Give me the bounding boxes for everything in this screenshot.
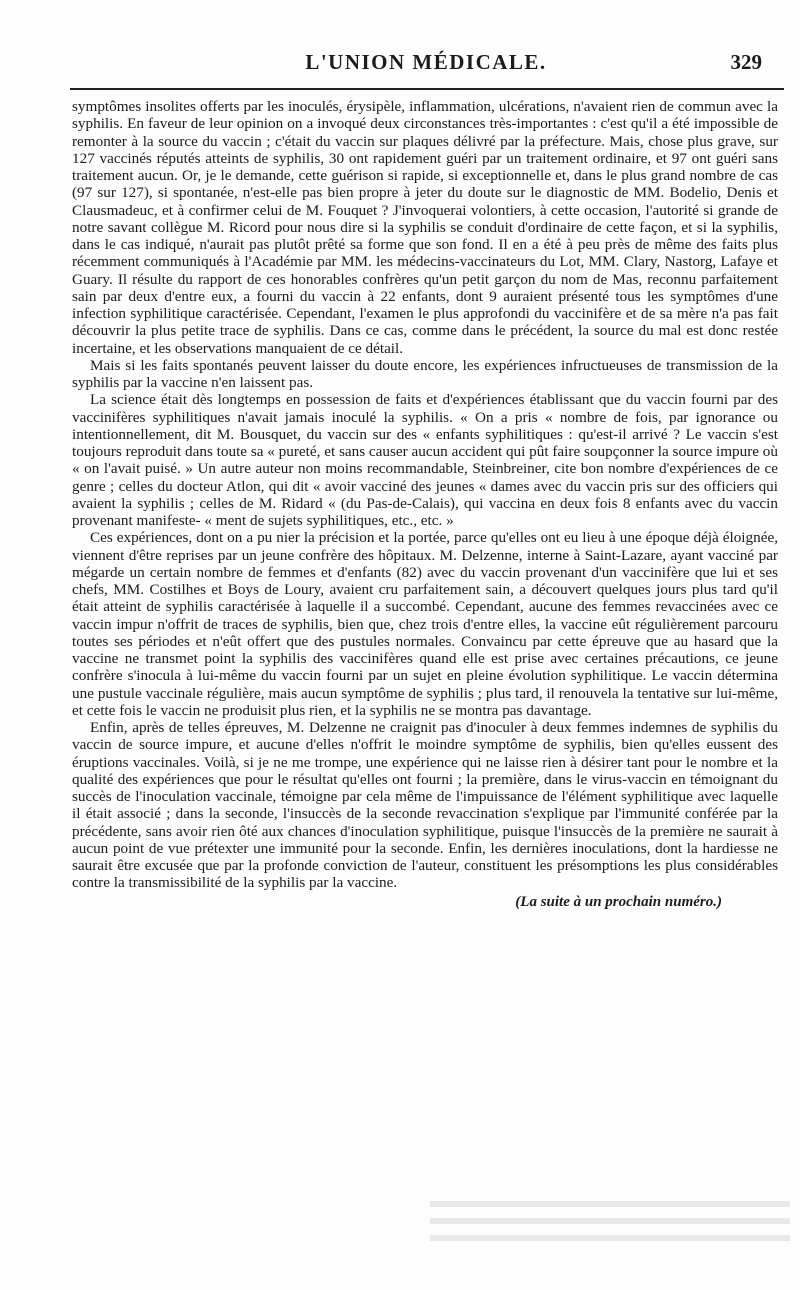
continuation-note: (La suite à un prochain numéro.): [515, 893, 722, 910]
paragraph-1: symptômes insolites offerts par les inoculés, érysipèle, inflammation, ulcérations, n'avaient rien de commun avec la syphilis. En faveur de leur opinion on a invoqué deux circonstances très-importantes : c'est qu'il a été impossible de remonter à la source du vaccin ; c'était du vaccin sur plaques délivré par la préfecture. Mais, chose plus grave, sur 127 vaccinés réputés atteints de syphilis, 30 ont rapidement guéri par un traitement ordinaire, et 97 ont guéri sans traitement aucun. Or, je le demande, cette guérison si rapide, si exceptionnelle et, dans le plus grand nombre de cas (97 sur 127), si spontanée, n'est-elle pas bien propre à jeter du doute sur le diagnostic de MM. Bodelio, Denis et Clausmadeuc, et à confirmer celui de M. Fouquet ? J'invoquerai volontiers, à cette occasion, l'autorité si grande de notre savant collègue M. Ricord pour nous dire si la syphilis se conduit d'ordinaire de cette façon, et si la syphilis, dans le cas indiqué, n'aurait pas plutôt prêté sa forme que son fond. Il en a été à peu près de même des faits plus récemment communiqués à l'Académie par MM. les médecins-vaccinateurs du Lot, MM. Clary, Nastorg, Lafaye et Guary. Il résulte du rapport de ces honorables confrères qu'un petit garçon du nom de Mas, reconnu parfaitement sain par deux d'entre eux, a fourni du vaccin à 22 enfants, dont 9 auraient présenté tous les symptômes d'une infection syphilitique caractérisée. Cependant, l'examen le plus approfondi du vaccinifère et de sa mère n'a pas fait découvrir la plus petite trace de syphilis. Dans ce cas, comme dans le précédent, la source du mal est donc restée incertaine, et les observations manquaient de ce détail.: [72, 98, 778, 357]
show-through-text: [430, 1196, 790, 1242]
running-head: [72, 50, 780, 84]
paragraph-3: La science était dès longtemps en possession de faits et d'expériences établissant que du vaccin fourni par des vaccinifères syphilitiques n'avait jamais inoculé la syphilis. « On a pris « nombre de fois, par ignorance ou intentionnellement, dit M. Bousquet, du vaccin sur des « enfants syphilitiques : qu'est-il arrivé ? Le vaccin s'est toujours reproduit dans toute sa « pureté, et sans causer aucun accident qui pût faire soupçonner la source impure où « on l'avait puisé. » Un autre auteur non moins recommandable, Steinbreiner, cite bon nombre d'expériences de ce genre ; celles du docteur Atlon, qui dit « avoir vacciné des jeunes « dames avec du vaccin pris sur des officiers qui avaient la syphilis ; celles de M. Ridard « (du Pas-de-Calais), qui vaccina en deux fois 8 enfants avec du vaccin provenant manifeste- « ment de sujets syphilitiques, etc., etc. »: [72, 391, 778, 529]
header-rule: [70, 88, 784, 90]
paragraph-5: Enfin, après de telles épreuves, M. Delzenne ne craignit pas d'inoculer à deux femmes indemnes de syphilis du vaccin de source impure, et aucune d'elles n'offrit le moindre symptôme de syphilis, bien qu'elles eussent des éruptions vaccinales. Voilà, si je ne me trompe, une expérience qui ne laisse rien à désirer tant pour le nombre et la qualité des expériences que pour le résultat qu'elles ont fourni ; la première, dans le virus-vaccin en témoignant du succès de l'inoculation vaccinale, témoigne par cela même de l'impuissance de l'élément syphilitique avec laquelle il était associé ; dans la seconde, l'insuccès de la seconde revaccination s'explique par l'immunité conférée par la précédente, sans avoir rien ôté aux chances d'inoculation syphilitique, puisque l'insuccès de la première ne saurait à aucun point de vue prétexter une immunité pour la seconde. Enfin, les dernières inoculations, dont la hardiesse ne saurait être excusée que par la profonde conviction de l'auteur, constituent les présomptions les plus considérables contre la transmissibilité de la syphilis par la vaccine.: [72, 719, 778, 892]
article-body: [72, 98, 778, 911]
paragraph-4: Ces expériences, dont on a pu nier la précision et la portée, parce qu'elles ont eu lieu à une époque déjà éloignée, viennent d'être reprises par un jeune confrère des hôpitaux. M. Delzenne, interne à Saint-Lazare, ayant vacciné par mégarde un certain nombre de femmes et d'enfants (82) avec du vaccin provenant d'un vaccinifère que lui et ses chefs, MM. Costilhes et Boys de Loury, avaient cru parfaitement sain, a découvert quelques jours plus tard qu'il était atteint de syphilis caractérisée à laquelle il a succombé. Cependant, aucune des femmes revaccinées avec ce vaccin impur n'offrit de traces de syphilis, bien que, chez trois d'entre elles, la vaccine eût régulièrement parcouru toutes ses périodes et n'eût offert que des pustules normales. Convaincu par cette épreuve que au hasard que la vaccine ne transmet point la syphilis des vaccinifères quand elle est prise avec certaines précautions, ce jeune confrère s'inocula à lui-même du vaccin fourni par un sujet en pleine évolution syphilitique. Le vaccin détermina une pustule vaccinale régulière, mais aucun symptôme de syphilis ; plus tard, il renouvela la tentative sur lui-même, et cette fois le vaccin ne produisit plus rien, et la syphilis ne se montra pas davantage.: [72, 529, 778, 719]
journal-title: L'UNION MÉDICALE.: [305, 50, 547, 74]
page-number: 329: [730, 50, 762, 74]
paragraph-2: Mais si les faits spontanés peuvent laisser du doute encore, les expériences infructueuses de transmission de la syphilis par la vaccine n'en laissent pas.: [72, 356, 778, 391]
